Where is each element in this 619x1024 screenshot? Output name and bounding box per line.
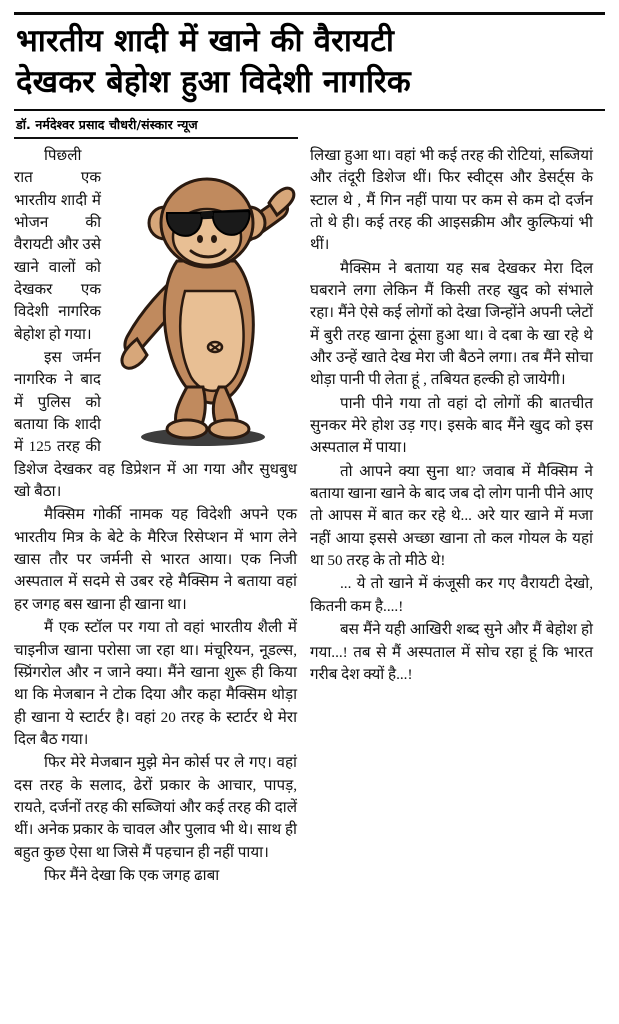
paragraph: मैक्सिम गोर्की नामक यह विदेशी अपने एक भारतीय मित्र के बेटे के मैरिज रिसेप्शन में भाग लेने खास तौर पर जर्मनी से भारत आया। एक निजी अस्पताल में सदमे से उबर रहे मैक्सिम ने बताया वहां हर जगह बस खाना ही खाना था। [14, 506, 297, 613]
column-right [310, 145, 593, 687]
paragraph: इस जर्मन नागरिक ने बाद में पुलिस को बताया कि शादी में 125 तरह की डिशेज देखकर वह डिप्रेशन में आ गया और सुधबुध खो बैठा। [14, 349, 297, 501]
paragraph: फिर मेरे मेजबान मुझे मेन कोर्स पर ले गए। वहां दस तरह के सलाद, ढेरों प्रकार के आचार, पापड़, रायते, दर्जनों तरह की सब्जियां और कई तरह की दालें थीं। अनेक प्रकार के चावल और पुलाव भी थे। साथ ही बहुत कुछ ऐसा था जिसे मैं पहचान ही नहीं पाया। [14, 754, 297, 861]
dabbing-monkey-cartoon-illustration [107, 151, 303, 451]
paragraph: मैक्सिम ने बताया यह सब देखकर मेरा दिल घबराने लगा लेकिन मैं किसी तरह खुद को संभाले रहा। मैंने ऐसे कई लोगों को देखा जिन्होंने अपनी प्लेटों में बुरी तरह खाना ठूंसा हुआ था। वे दबा के खा रहे थे और उन्हें खाते देख मेरा जी बैठने लगा। तब मैंने सोचा थोड़ा पानी पी लेता हूं , तबियत हल्की हो जायेगी। [310, 259, 593, 389]
column-left [14, 145, 297, 888]
paragraph: लिखा हुआ था। वहां भी कई तरह की रोटियां, सब्जियां और तंदूरी डिशेज थीं। फिर स्वीट्स और डेसर्ट्स के स्टाल थे , मैं गिन नहीं पाया पर कम से कम दो दर्जन तो थे ही। कई तरह की आइसक्रीम और कुल्फियां भी थीं। [310, 146, 593, 254]
headline-divider [14, 109, 605, 111]
article-body [14, 145, 605, 888]
byline-divider [14, 137, 298, 139]
top-divider [14, 12, 605, 15]
paragraph: मैं एक स्टॉल पर गया तो वहां भारतीय शैली में चाइनीज खाना परोसा जा रहा था। मंचूरियन, नूडल्स, स्प्रिंगरोल और न जाने क्या। मैंने खाना शुरू ही किया था कि मेजबान ने टोक दिया और कहा मैक्सिम थोड़ा ही खाना ये स्टार्टर है। वहां 20 तरह के स्टार्टर थे मेरा दिल बैठ गया। [14, 619, 297, 748]
headline-line-2: देखकर बेहोश हुआ विदेशी नागरिक [16, 64, 411, 101]
paragraph: फिर मैंने देखा कि एक जगह ढाबा [44, 866, 220, 884]
headline-line-1: भारतीय शादी में खाने की वैरायटी [16, 23, 395, 59]
paragraph: पानी पीने गया तो वहां दो लोगों की बातचीत सुनकर मेरे होश उड़ गए। इसके बाद मैंने खुद को इस अस्पताल में पाया। [310, 394, 593, 457]
paragraph: ... ये तो खाने में कंजूसी कर गए वैरायटी देखो, कितनी कम है....! [310, 575, 593, 615]
paragraph: पिछली रात एक भारतीय शादी में भोजन की वैरायटी और उसे खाने वालों को देखकर एक विदेशी नागरिक बेहोश हो गया। [14, 146, 101, 343]
page-title [14, 21, 605, 103]
paragraph: बस मैंने यही आखिरी शब्द सुने और मैं बेहोश हो गया...! तब से मैं अस्पताल में सोच रहा हूं कि भारत गरीब देश क्यों है...! [310, 621, 593, 683]
paragraph: तो आपने क्या सुना था? जवाब में मैक्सिम ने बताया खाना खाने के बाद जब दो लोग पानी पीने आए तो आपस में बात कर रहे थे... अरे यार खाने में मजा नहीं आया इससे अच्छा खाना तो कल गोयल के यहां था 50 तरह के तो मीठे थे! [310, 462, 593, 570]
byline: डॉ. नर्मदेश्वर प्रसाद चौधरी/संस्कार न्यूज [16, 117, 198, 133]
